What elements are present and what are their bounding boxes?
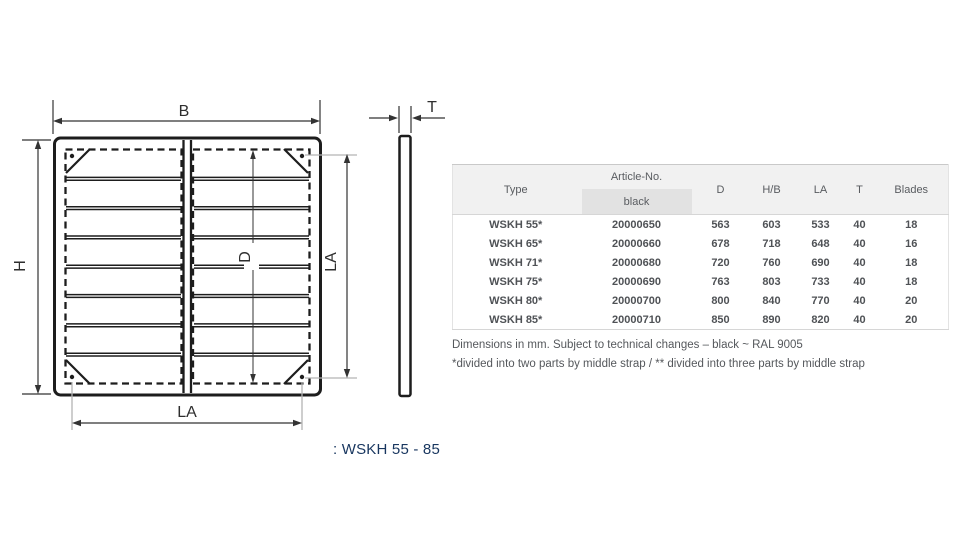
- cell-hb: 760: [747, 253, 797, 272]
- cell-hb: 718: [747, 234, 797, 253]
- cell-la: 690: [797, 253, 845, 272]
- cell-d: 678: [695, 234, 747, 253]
- dim-label-H: H: [12, 260, 29, 272]
- cell-hb: 840: [747, 291, 797, 310]
- cell-t: 40: [845, 253, 875, 272]
- cell-la: 648: [797, 234, 845, 253]
- screw-holes: [70, 154, 304, 379]
- cell-d: 763: [695, 272, 747, 291]
- table-header: [453, 165, 949, 215]
- cell-blades: 18: [875, 253, 949, 272]
- corner-gussets: [66, 149, 308, 384]
- cell-blades: 18: [875, 272, 949, 291]
- cell-la: 733: [797, 272, 845, 291]
- cell-t: 40: [845, 291, 875, 310]
- footnote-dimensions: Dimensions in mm. Subject to technical changes – black ~ RAL 9005: [452, 339, 803, 351]
- cell-t: 40: [845, 310, 875, 330]
- dim-LA-right: [344, 154, 350, 378]
- cell-d: 850: [695, 310, 747, 330]
- cell-t: 40: [845, 215, 875, 235]
- cell-article: 20000690: [579, 272, 695, 291]
- cell-blades: 20: [875, 310, 949, 330]
- cell-hb: 803: [747, 272, 797, 291]
- table-row: [453, 215, 949, 235]
- cell-la: 770: [797, 291, 845, 310]
- col-header-article: Article-No.: [579, 165, 695, 190]
- cell-hb: 603: [747, 215, 797, 235]
- side-view: [400, 136, 411, 396]
- cell-type: WSKH 55*: [453, 215, 579, 235]
- table-row: [453, 272, 949, 291]
- cell-type: WSKH 85*: [453, 310, 579, 330]
- cell-type: WSKH 65*: [453, 234, 579, 253]
- footnote-divided: *divided into two parts by middle strap / ** divided into three parts by middle strap: [452, 358, 865, 370]
- dimensions-table: [452, 164, 949, 330]
- left-panel-dashed-frame: [66, 150, 182, 384]
- dim-label-T: T: [427, 99, 437, 116]
- cell-blades: 18: [875, 215, 949, 235]
- cell-blades: 16: [875, 234, 949, 253]
- dim-label-B: B: [178, 103, 190, 120]
- cell-article: 20000680: [579, 253, 695, 272]
- cell-blades: 20: [875, 291, 949, 310]
- col-header-hb: H/B: [747, 165, 797, 215]
- cell-type: WSKH 80*: [453, 291, 579, 310]
- cell-la: 533: [797, 215, 845, 235]
- cell-t: 40: [845, 272, 875, 291]
- table-row: [453, 253, 949, 272]
- cell-d: 800: [695, 291, 747, 310]
- dim-label-LA-bottom: LA: [177, 404, 197, 421]
- cell-la: 820: [797, 310, 845, 330]
- cell-type: WSKH 75*: [453, 272, 579, 291]
- cell-article: 20000660: [579, 234, 695, 253]
- cell-t: 40: [845, 234, 875, 253]
- dim-label-LA-right: LA: [323, 252, 340, 272]
- col-header-la: LA: [797, 165, 845, 215]
- col-subheader-black: black: [579, 189, 695, 215]
- figure-caption: : WSKH 55 - 85: [333, 441, 441, 458]
- table-row: [453, 291, 949, 310]
- cell-article: 20000710: [579, 310, 695, 330]
- col-header-t: T: [845, 165, 875, 215]
- extension-lines-grey: [72, 155, 357, 430]
- left-panel-blades: [66, 177, 181, 356]
- col-header-type: Type: [453, 165, 579, 215]
- col-header-d: D: [695, 165, 747, 215]
- col-header-blades: Blades: [875, 165, 949, 215]
- footnotes: [452, 336, 952, 374]
- front-view: [55, 138, 321, 395]
- table-body: [453, 215, 949, 330]
- cell-article: 20000700: [579, 291, 695, 310]
- table-row: [453, 234, 949, 253]
- cell-d: 720: [695, 253, 747, 272]
- cell-d: 563: [695, 215, 747, 235]
- cell-type: WSKH 71*: [453, 253, 579, 272]
- table-row: [453, 310, 949, 330]
- cell-article: 20000650: [579, 215, 695, 235]
- cell-hb: 890: [747, 310, 797, 330]
- dim-label-D: D: [237, 251, 254, 263]
